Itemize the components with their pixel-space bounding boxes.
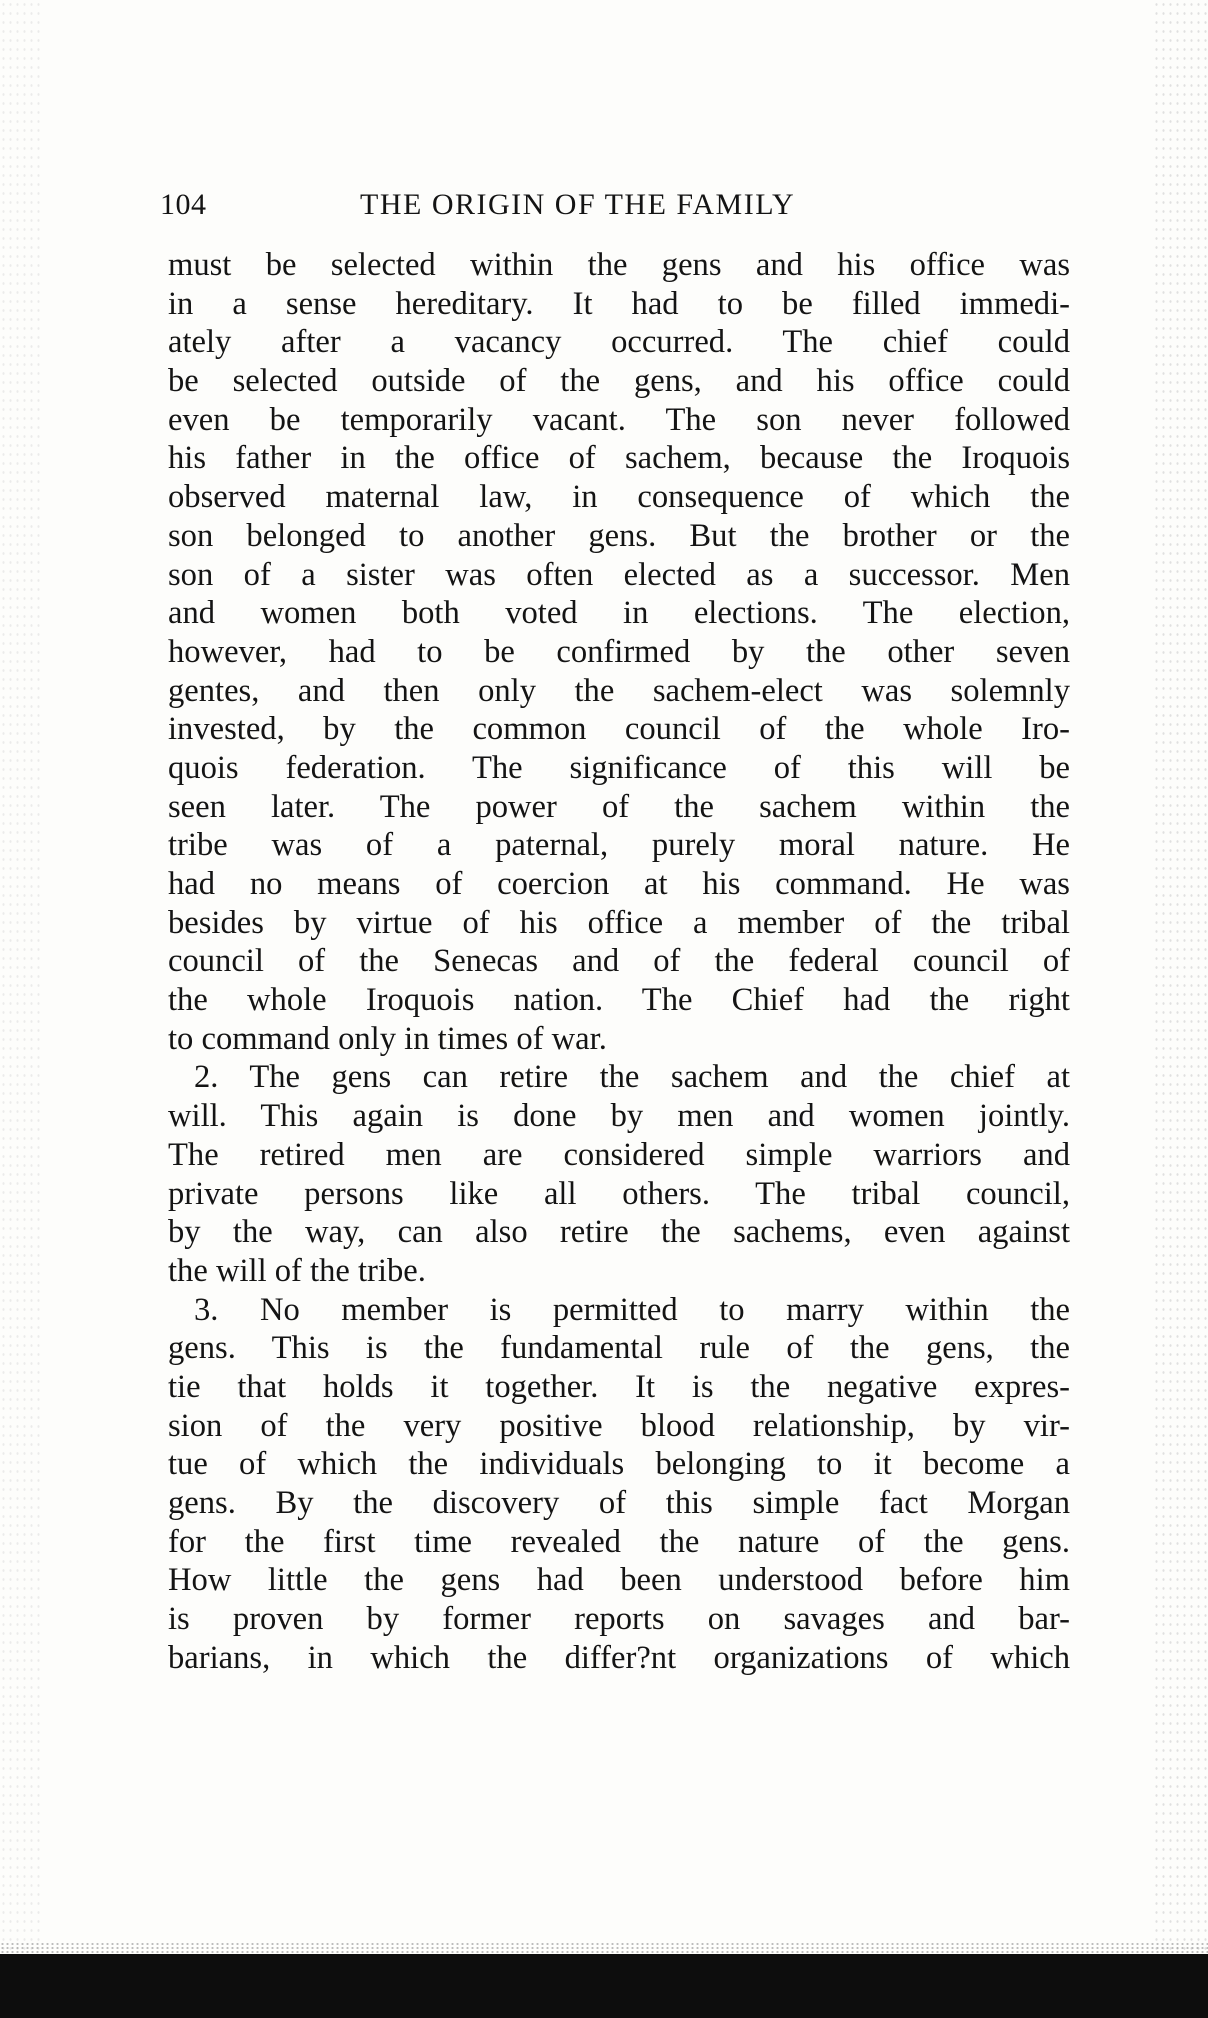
text-line: the whole Iroquois nation. The Chief had the right bbox=[168, 982, 1070, 1019]
text-line: gentes, and then only the sachem-elect was solemnly bbox=[168, 672, 1070, 709]
text-line: 3. No member is permitted to marry within the bbox=[194, 1291, 1070, 1328]
body-text bbox=[168, 246, 1070, 1677]
text-line: is proven by former reports on savages and bar- bbox=[168, 1601, 1070, 1638]
text-line: by the way, can also retire the sachems, even against bbox=[168, 1214, 1070, 1251]
running-header bbox=[160, 188, 1080, 228]
running-title: THE ORIGIN OF THE FAMILY bbox=[360, 188, 796, 221]
scan-bottom-border bbox=[0, 1954, 1208, 2018]
text-line: ately after a vacancy occurred. The chief could bbox=[168, 324, 1070, 361]
text-line: even be temporarily vacant. The son never followed bbox=[168, 401, 1070, 438]
text-line: How little the gens had been understood before him bbox=[168, 1562, 1070, 1599]
text-line: for the first time revealed the nature of the gens. bbox=[168, 1523, 1070, 1560]
text-line: son of a sister was often elected as a successor. Men bbox=[168, 556, 1070, 593]
text-line: The retired men are considered simple warriors and bbox=[168, 1136, 1070, 1173]
text-line: must be selected within the gens and his office was bbox=[168, 247, 1070, 283]
text-line: in a sense hereditary. It had to be filled immedi- bbox=[168, 285, 1070, 322]
text-line: son belonged to another gens. But the brother or the bbox=[168, 517, 1070, 554]
text-line: private persons like all others. The tribal council, bbox=[168, 1175, 1070, 1212]
text-line: had no means of coercion at his command. He was bbox=[168, 866, 1070, 902]
text-line: sion of the very positive blood relationship, by vir- bbox=[168, 1407, 1070, 1444]
text-line: gens. By the discovery of this simple fact Morgan bbox=[168, 1485, 1070, 1521]
text-line: barians, in which the differ?nt organizations of which bbox=[168, 1639, 1070, 1676]
text-line: tue of which the individuals belonging to it become a bbox=[168, 1446, 1070, 1483]
text-line: gens. This is the fundamental rule of the gens, the bbox=[168, 1330, 1070, 1367]
text-line: quois federation. The significance of this will be bbox=[168, 749, 1070, 786]
text-line: to command only in times of war. bbox=[168, 1020, 607, 1057]
text-line: 2. The gens can retire the sachem and the chief at bbox=[194, 1059, 1070, 1096]
scan-noise-bottom bbox=[0, 1942, 1208, 1954]
text-line: besides by virtue of his office a member of the tribal bbox=[168, 904, 1070, 941]
text-line: invested, by the common council of the whole Iro- bbox=[168, 711, 1070, 748]
text-line: and women both voted in elections. The election, bbox=[168, 595, 1070, 632]
page-number: 104 bbox=[160, 188, 207, 221]
scan-noise-right bbox=[1153, 0, 1208, 2018]
text-line: seen later. The power of the sachem within the bbox=[168, 788, 1070, 825]
text-line: however, had to be confirmed by the other seven bbox=[168, 633, 1070, 670]
text-line: tie that holds it together. It is the negative expres- bbox=[168, 1368, 1070, 1405]
text-line: the will of the tribe. bbox=[168, 1252, 426, 1289]
text-line: will. This again is done by men and women jointly. bbox=[168, 1098, 1070, 1135]
text-line: observed maternal law, in consequence of which the bbox=[168, 479, 1070, 516]
text-line: his father in the office of sachem, because the Iroquois bbox=[168, 440, 1070, 477]
text-line: be selected outside of the gens, and his office could bbox=[168, 363, 1070, 400]
text-line: tribe was of a paternal, purely moral nature. He bbox=[168, 827, 1070, 864]
text-line: council of the Senecas and of the federal council of bbox=[168, 943, 1070, 980]
scan-noise-left bbox=[0, 0, 40, 2018]
